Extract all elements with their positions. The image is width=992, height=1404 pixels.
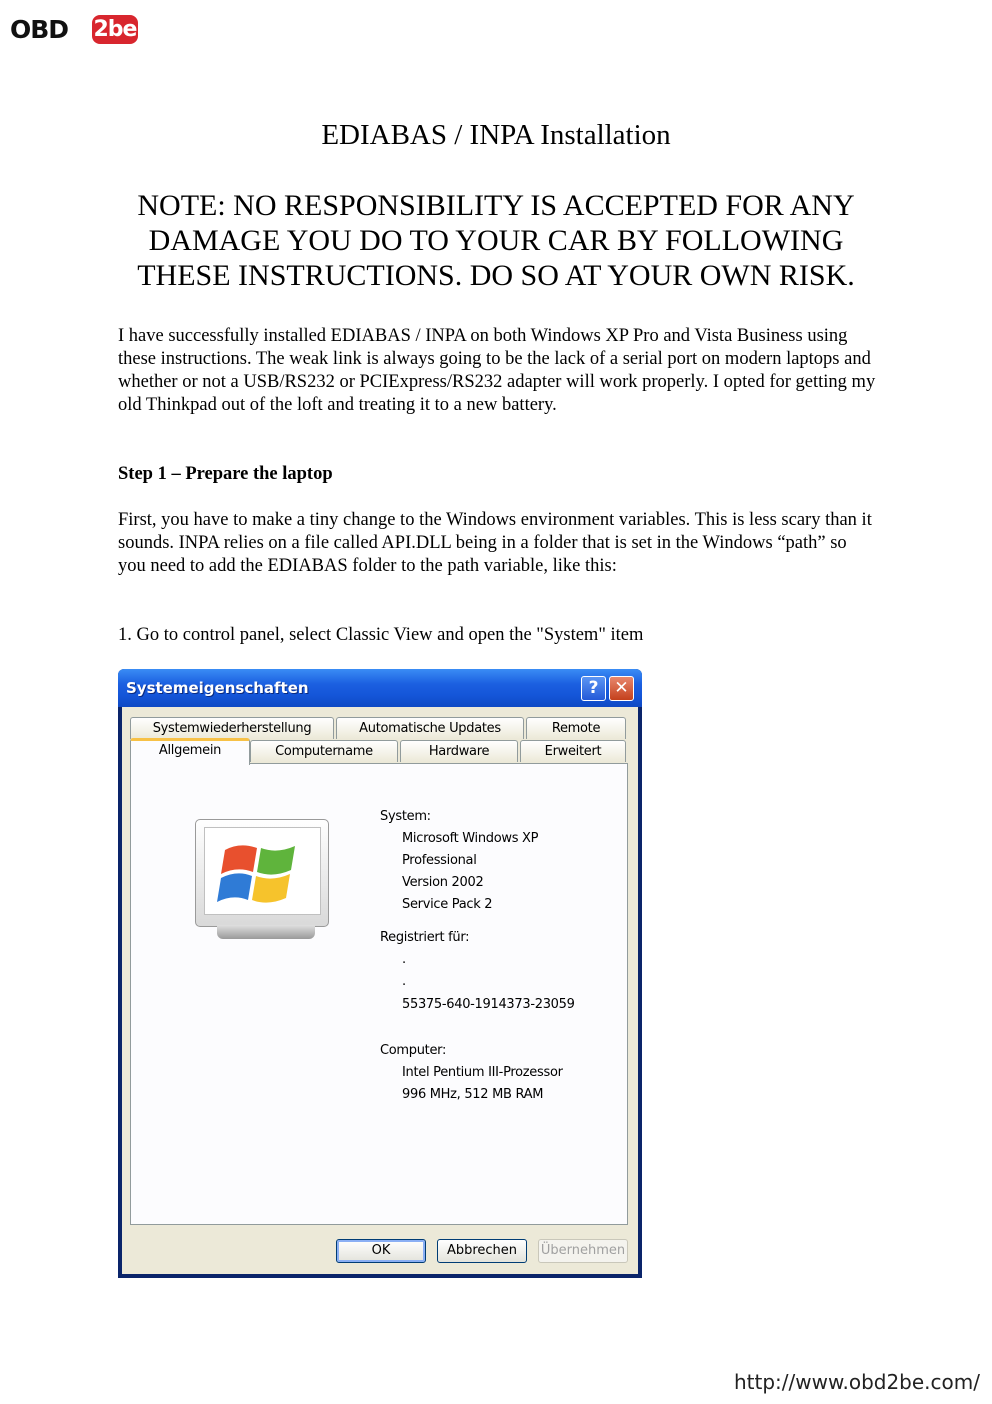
logo-text-obd: OBD — [10, 15, 69, 44]
tab-allgemein[interactable]: Allgemein — [130, 738, 250, 765]
tab-systemwiederherstellung[interactable]: Systemwiederherstellung — [130, 717, 334, 739]
disclaimer-note: NOTE: NO RESPONSIBILITY IS ACCEPTED FOR ANY DAMAGE YOU DO TO YOUR CAR BY FOLLOWING THESE INSTRUCTIONS. DO SO AT YOUR OWN RISK. — [137, 189, 855, 292]
registered-label: Registriert für: — [380, 930, 470, 945]
intro-paragraph: I have successfully installed EDIABAS / INPA on both Windows XP Pro and Vista Business using these instructions. The weak link is always going to be the lack of a serial port on modern laptops and whether or not a USB/RS232 or PCIExpress/RS232 adapter will work properly. I opted for getting my old Thinkpad out of the loft and treating it to a new battery. — [118, 326, 876, 415]
tab-remote[interactable]: Remote — [526, 717, 626, 739]
cpu-name: Intel Pentium III-Prozessor — [402, 1065, 563, 1080]
apply-button[interactable]: Übernehmen — [538, 1239, 628, 1263]
step1-heading: Step 1 – Prepare the laptop — [118, 464, 333, 484]
obd2be-logo — [10, 12, 136, 48]
logo-text-2be: 2be — [93, 17, 137, 42]
windows-monitor-icon — [195, 819, 329, 939]
dialog-title: Systemeigenschaften — [126, 679, 309, 697]
system-label: System: — [380, 809, 431, 824]
os-name: Microsoft Windows XP — [402, 831, 539, 846]
registered-org: . — [402, 974, 406, 989]
os-version: Version 2002 — [402, 875, 484, 890]
os-edition: Professional — [402, 853, 477, 868]
ok-button[interactable]: OK — [336, 1239, 426, 1263]
tab-automatische-updates[interactable]: Automatische Updates — [336, 717, 524, 739]
step1-paragraph: First, you have to make a tiny change to the Windows environment variables. This is less scary than it sounds. INPA relies on a file called API.DLL being in a folder that is set in the Windows “path” so you need to add the EDIABAS folder to the path variable, like this: — [118, 510, 872, 576]
os-service-pack: Service Pack 2 — [402, 897, 493, 912]
registered-user: . — [402, 952, 406, 967]
product-id: 55375-640-1914373-23059 — [402, 997, 575, 1012]
tab-hardware[interactable]: Hardware — [400, 740, 518, 762]
footer-url[interactable]: http://www.obd2be.com/ — [733, 1370, 980, 1394]
help-icon[interactable]: ? — [581, 676, 606, 701]
tab-computername[interactable]: Computername — [250, 740, 398, 762]
system-properties-dialog — [118, 669, 642, 1278]
page-title: EDIABAS / INPA Installation — [321, 119, 671, 151]
cpu-speed-ram: 996 MHz, 512 MB RAM — [402, 1087, 544, 1102]
dialog-titlebar[interactable] — [118, 669, 642, 707]
computer-label: Computer: — [380, 1043, 447, 1058]
tab-erweitert[interactable]: Erweitert — [520, 740, 626, 762]
dialog-client-area — [122, 707, 638, 1274]
general-tab-panel — [130, 763, 628, 1225]
close-icon[interactable]: ✕ — [609, 676, 634, 701]
step1-item-1: 1. Go to control panel, select Classic View and open the "System" item — [118, 625, 644, 645]
cancel-button[interactable]: Abbrechen — [437, 1239, 527, 1263]
windows-flag-icon — [205, 828, 320, 914]
